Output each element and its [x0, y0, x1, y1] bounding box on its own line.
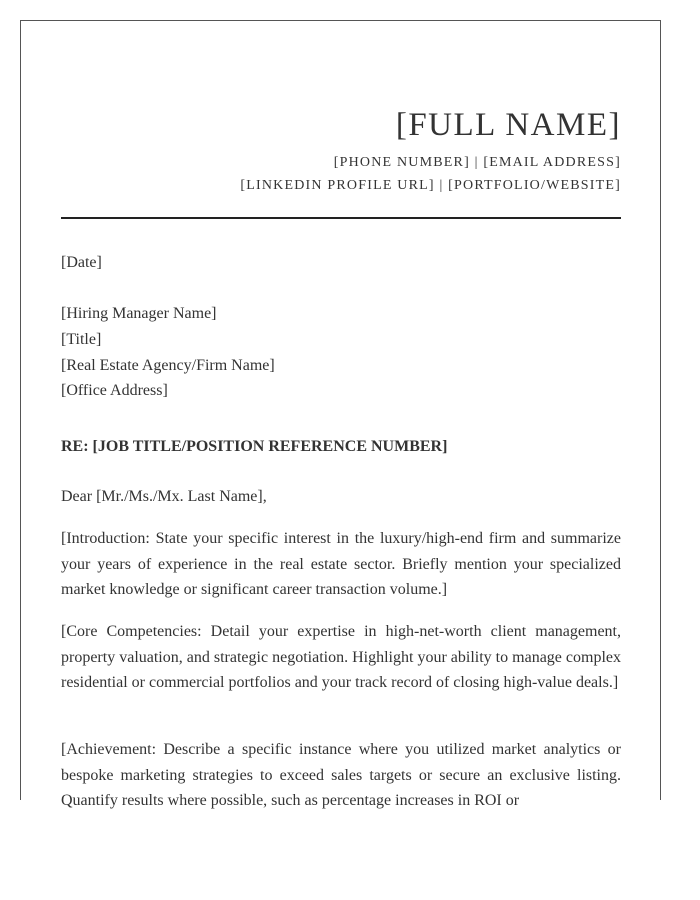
contact-line-phone-email: [PHONE NUMBER] | [EMAIL ADDRESS] [333, 155, 621, 170]
header-divider [61, 217, 621, 219]
full-name: [FULL NAME] [395, 107, 621, 143]
contact-line-linkedin-portfolio: [LINKEDIN PROFILE URL] | [PORTFOLIO/WEBSITE] [240, 178, 621, 193]
salutation: Dear [Mr./Ms./Mx. Last Name], [61, 488, 267, 505]
letter-date: [Date] [61, 254, 102, 271]
paragraph-achievement: [Achievement: Describe a specific instance where you utilized market analytics or bespoke marketing strategies to exceed sales targets or secure an exclusive listing. Quantify results where possible, such as percentage increases in ROI or [61, 741, 621, 810]
recipient-name: [Hiring Manager Name] [61, 305, 217, 322]
recipient-firm: [Real Estate Agency/Firm Name] [61, 357, 275, 374]
paragraph-introduction: [Introduction: State your specific interest in the luxury/high-end firm and summarize your years of experience in the real estate sector. Briefly mention your specialized market knowledge or significant career transaction volume.] [61, 530, 621, 599]
paragraph-core-competencies: [Core Competencies: Detail your expertise in high-net-worth client management, property valuation, and strategic negotiation. Highlight your ability to manage complex residential or commercial portfolios and your track record of closing high-value deals.] [61, 623, 621, 692]
recipient-address: [Office Address] [61, 382, 168, 399]
recipient-title: [Title] [61, 331, 102, 348]
subject-line: RE: [JOB TITLE/POSITION REFERENCE NUMBER] [61, 438, 448, 455]
letter-page [20, 20, 661, 810]
